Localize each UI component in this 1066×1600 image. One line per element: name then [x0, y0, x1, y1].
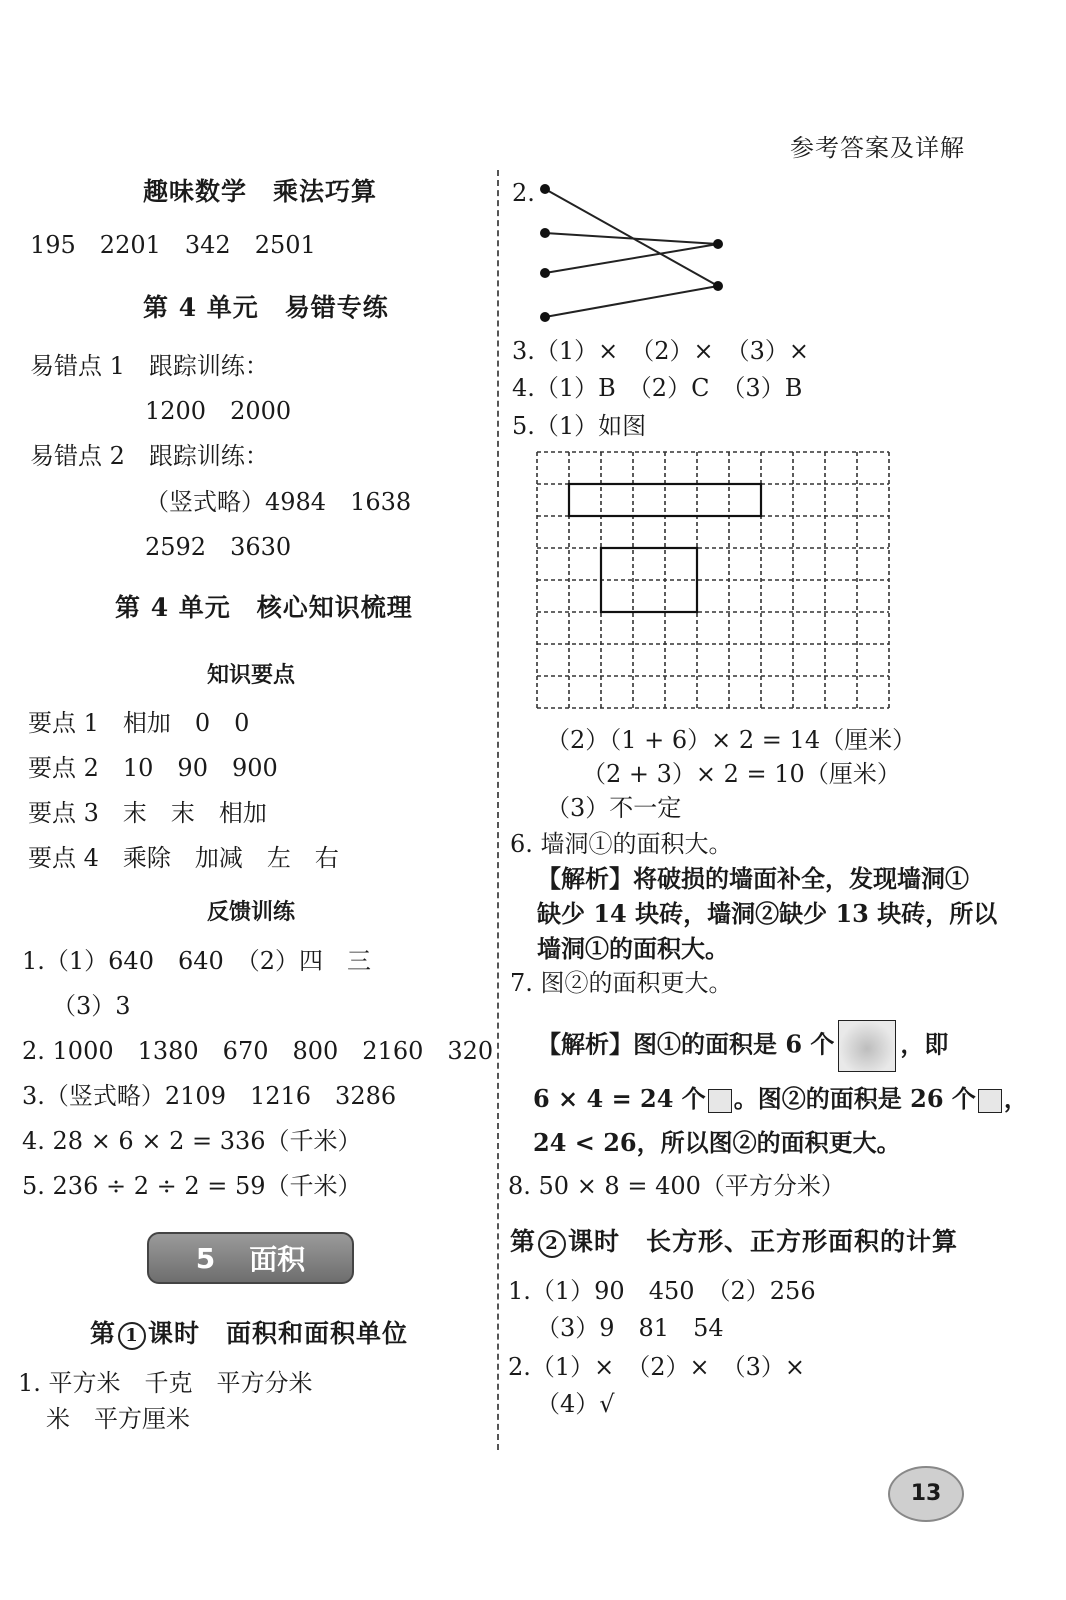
feedback-title: 反馈训练 — [207, 899, 296, 925]
small-square-unit-image-2 — [978, 1089, 1002, 1113]
page-header-title: 参考答案及详解 — [790, 134, 965, 162]
unit4-core-title: 第 4 单元 核心知识梳理 — [115, 593, 413, 622]
q7-explanation-3: 24 < 26，所以图②的面积更大。 — [533, 1128, 901, 1157]
q7-exp1-text-a: 【解析】图①的面积是 6 个 — [537, 1029, 835, 1059]
match-dot-right-1 — [713, 239, 723, 249]
lesson1-suffix: 课时 面积和面积单位 — [148, 1319, 409, 1348]
match-dot-left-3 — [540, 268, 550, 278]
match-dot-left-4 — [540, 312, 550, 322]
error-point-2-answers-1: （竖式略）4984 1638 — [145, 488, 412, 516]
fun-math-title: 趣味数学 乘法巧算 — [143, 177, 378, 206]
q5-part2-line1: （2）（1 + 6）× 2 = 14（厘米） — [546, 726, 917, 754]
q7-exp1-text-b: ，即 — [900, 1029, 949, 1059]
lesson2-suffix: 课时 长方形、正方形面积的计算 — [568, 1227, 959, 1256]
unit5-banner — [147, 1232, 354, 1284]
q4-answer: 4.（1）B （2）C （3）B — [512, 374, 803, 402]
q3-answer: 3.（1）× （2）× （3）× — [512, 337, 810, 365]
q6-answer: 6. 墙洞①的面积大。 — [510, 830, 733, 858]
small-square-unit-image — [708, 1089, 732, 1113]
match-line-3 — [545, 244, 718, 273]
lesson2-number: 2 — [538, 1230, 566, 1258]
knowledge-point-3: 要点 3 末 末 相加 — [28, 799, 267, 827]
q7-explanation-1 — [537, 1020, 948, 1072]
knowledge-point-4: 要点 4 乘除 加减 左 右 — [28, 844, 339, 872]
large-square-unit-image — [838, 1020, 896, 1072]
feedback-q3: 3.（竖式略）2109 1216 3286 — [22, 1082, 397, 1110]
q6-explanation-2: 缺少 14 块砖，墙洞②缺少 13 块砖，所以 — [537, 899, 998, 928]
match-line-4 — [545, 286, 718, 317]
unit5-name: 面积 — [249, 1243, 306, 1276]
error-point-1-label: 易错点 1 跟踪训练： — [30, 352, 269, 380]
match-line-2 — [545, 233, 718, 244]
fun-math-answers: 195 2201 342 2501 — [30, 231, 316, 259]
lesson2-q2-line1: 2.（1）× （2）× （3）× — [508, 1353, 806, 1381]
feedback-q5: 5. 236 ÷ 2 ÷ 2 = 59（千米） — [22, 1172, 362, 1200]
dashed-grid-figure — [535, 450, 891, 712]
q7-exp2-text-c: ， — [1003, 1084, 1028, 1113]
matching-lines-diagram — [530, 180, 730, 330]
q7-explanation-2 — [533, 1084, 1028, 1114]
q7-exp2-text-a: 6 × 4 = 24 个 — [533, 1084, 706, 1113]
lesson1-number: 1 — [118, 1322, 146, 1350]
lesson2-q2-line2: （4）√ — [536, 1390, 615, 1418]
lesson1-q1-line2: 米 平方厘米 — [46, 1405, 190, 1433]
lesson2-title — [510, 1222, 958, 1258]
q8-answer: 8. 50 × 8 = 400（平方分米） — [508, 1172, 845, 1200]
match-dot-left-1 — [540, 184, 550, 194]
knowledge-points-title: 知识要点 — [207, 662, 296, 688]
knowledge-point-1: 要点 1 相加 0 0 — [28, 709, 250, 737]
feedback-q4: 4. 28 × 6 × 2 = 336（千米） — [22, 1127, 362, 1155]
q6-explanation-3: 墙洞①的面积大。 — [537, 934, 729, 963]
feedback-q2: 2. 1000 1380 670 800 2160 320 — [22, 1037, 494, 1065]
q5-part2-line2: （2 + 3）× 2 = 10（厘米） — [582, 760, 901, 788]
error-point-2-label: 易错点 2 跟踪训练： — [30, 442, 269, 470]
lesson1-prefix: 第 — [90, 1319, 117, 1348]
q2-label: 2. — [512, 179, 535, 207]
lesson1-title — [90, 1314, 408, 1350]
q7-answer: 7. 图②的面积更大。 — [510, 969, 733, 997]
q6-explanation-1: 【解析】将破损的墙面补全，发现墙洞① — [537, 864, 969, 893]
q5-part3: （3）不一定 — [546, 794, 682, 822]
page-number-badge: 13 — [888, 1466, 964, 1522]
error-point-2-answers-2: 2592 3630 — [145, 533, 292, 561]
match-dot-right-2 — [713, 281, 723, 291]
lesson2-q1-line2: （3）9 81 54 — [536, 1314, 724, 1342]
q5-part1: 5.（1）如图 — [512, 412, 647, 440]
match-dot-left-2 — [540, 228, 550, 238]
lesson1-q1-line1: 1. 平方米 千克 平方分米 — [18, 1369, 313, 1397]
lesson2-prefix: 第 — [510, 1227, 537, 1256]
knowledge-point-2: 要点 2 10 90 900 — [28, 754, 278, 782]
error-point-1-answers: 1200 2000 — [145, 397, 292, 425]
lesson2-q1-line1: 1.（1）90 450 （2）256 — [508, 1277, 816, 1305]
q7-exp2-text-b: 。图②的面积是 26 个 — [733, 1084, 976, 1113]
feedback-q1: 1.（1）640 640 （2）四 三 — [22, 947, 372, 975]
unit4-errors-title: 第 4 单元 易错专练 — [143, 293, 389, 322]
column-divider — [497, 170, 499, 1450]
feedback-q1-part3: （3）3 — [52, 992, 131, 1020]
unit5-number: 5 — [195, 1241, 216, 1275]
